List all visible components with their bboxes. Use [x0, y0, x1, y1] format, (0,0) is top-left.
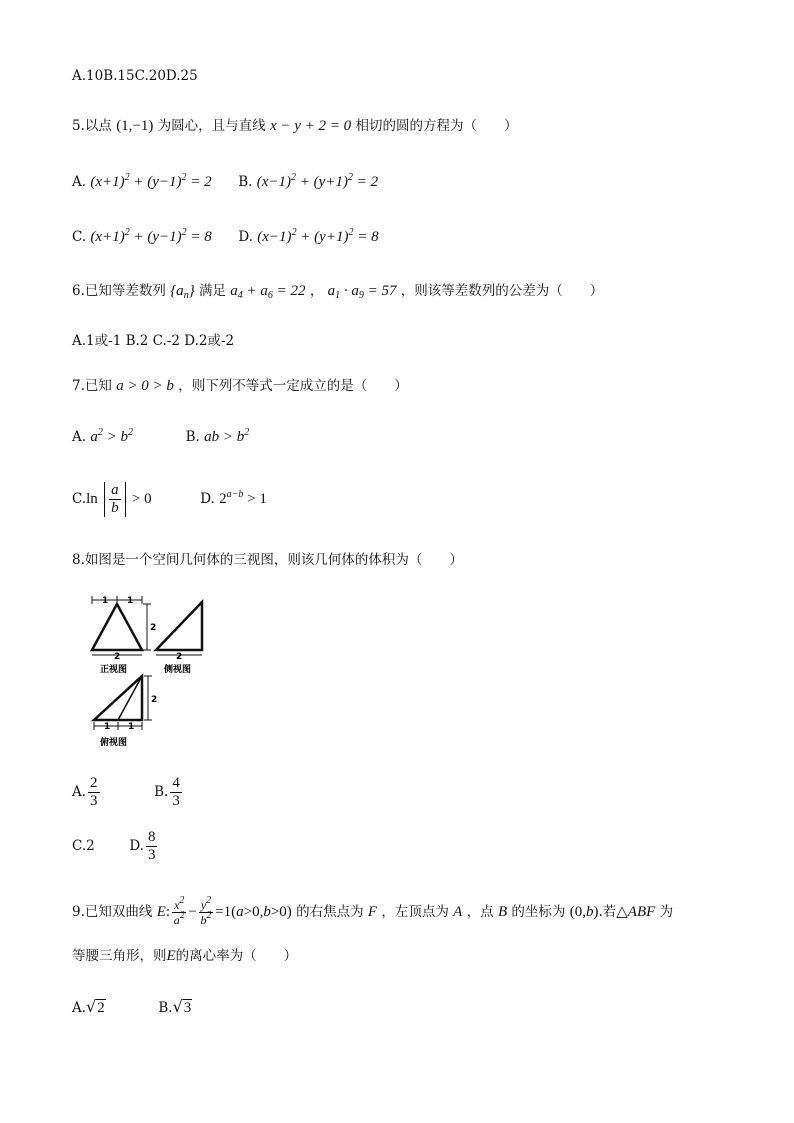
dim-label: 2	[150, 623, 157, 633]
q4-options: A.10B.15C.20D.25	[72, 68, 198, 84]
q8-stem: 8.如图是一个空间几何体的三视图，则该几何体的体积为（ ）	[72, 552, 463, 568]
dim-label: 1	[102, 596, 109, 606]
q8-options-ab: A. $\frac{2}{3}$ B. $\frac{4}{3}$	[72, 775, 180, 809]
q7-stem: 7.已知 a > 0 > b ，则下列不等式一定成立的是（ ）	[72, 378, 408, 394]
q7-options-cd: C.ln $\frac{a}{b}$ > 0 D. $2^{a-b} > 1$	[72, 482, 267, 516]
dim-label: 1	[104, 722, 111, 732]
dim-label: 1	[127, 596, 134, 606]
side-view-label: 侧视图	[164, 665, 192, 675]
q6-options: A.1或-1 B.2 C.-2 D.2或-2	[72, 333, 235, 349]
dim-label: 2	[114, 652, 121, 662]
q7-options-ab: A. $a^2 > b^2$ B. ab > $b^2$	[72, 427, 250, 445]
top-view	[94, 676, 152, 730]
dim-label: 2	[176, 652, 183, 662]
q5-options-ab: A. $(x+1)^2 + (y-1)^2 = 2$ B. $(x-1)^2 + (y+1)^2 = 2$	[72, 172, 379, 190]
dim-label: 2	[151, 695, 158, 705]
q9-options: A.√2 B.√3	[72, 997, 192, 1016]
q9-stem-line2: 等腰三角形，则E的离心率为（ ）	[72, 948, 298, 964]
three-view-figure	[72, 592, 212, 754]
q5-options-cd: C. $(x+1)^2 + (y-1)^2 = 8$ D. $(x-1)^2 + (y+1)^2 = 8$	[72, 227, 379, 245]
q9-stem-line1: 9.已知双曲线 E: $\frac{x^2}{a^2}$ − $\frac{y^2}{b^2}$ =1(a>0,b>0) 的右焦点为 F ，左顶点为 A ，点 B 的坐标为 (0,b).若△ABF 为	[72, 895, 674, 927]
front-view-label: 正视图	[100, 665, 128, 675]
q5-stem: 5.以点 (1,−1) 为圆心，且与直线 x − y + 2 = 0 相切的圆的方程为（ ）	[72, 118, 518, 134]
side-view	[156, 602, 202, 655]
dim-label: 1	[128, 722, 135, 732]
top-view-label: 俯视图	[100, 738, 128, 748]
q6-stem: 6.已知等差数列 $\{a_n\}$ 满足 $a_4 + a_6 = 22$ ， $a_1 \cdot a_9 = 57$ ，则该等差数列的公差为（ ）	[72, 283, 604, 301]
front-view	[92, 596, 151, 655]
q8-options-cd: C.2 D. $\frac{8}{3}$	[72, 829, 156, 863]
